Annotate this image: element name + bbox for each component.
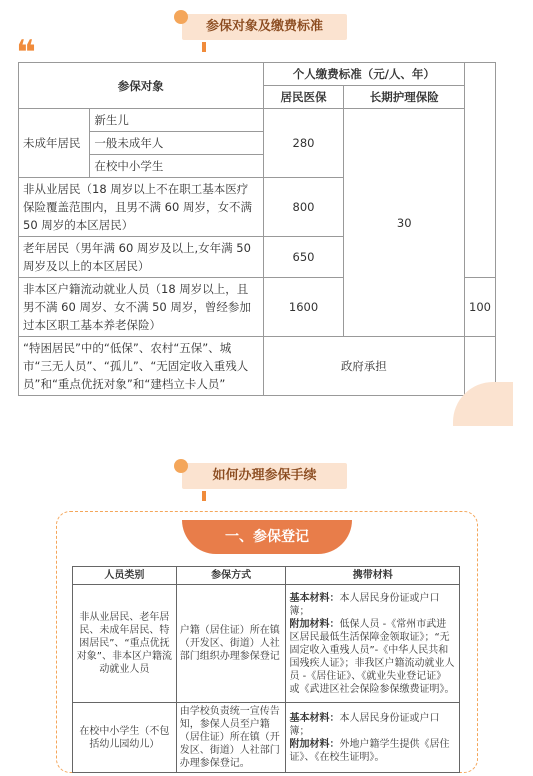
minor-item: 一般未成年人 bbox=[90, 132, 263, 155]
minor-label: 未成年居民 bbox=[19, 109, 90, 178]
minor-item: 新生儿 bbox=[90, 109, 263, 132]
t2-header-method: 参保方式 bbox=[176, 567, 286, 585]
elderly-row-label: 老年居民（男年满 60 周岁及以上,女年满 50 周岁及以上的本区居民） bbox=[19, 237, 264, 278]
t2-row1-materials bbox=[286, 585, 460, 703]
basic-text: 本人居民身份证或户口簿； bbox=[289, 712, 440, 737]
elderly-medical-value: 650 bbox=[263, 237, 344, 278]
extra-label: 附加材料： bbox=[289, 618, 340, 630]
section2-title: 如何办理参保手续 bbox=[212, 468, 317, 483]
header-care: 长期护理保险 bbox=[344, 86, 465, 109]
registration-table bbox=[72, 566, 460, 773]
header-target: 参保对象 bbox=[19, 63, 264, 109]
header-standard: 个人缴费标准（元/人、年） bbox=[263, 63, 464, 86]
basic-label: 基本材料： bbox=[289, 712, 340, 724]
section-title-banner bbox=[182, 14, 347, 40]
t2-row2-category: 在校中小学生（不包括幼儿园幼儿） bbox=[73, 703, 177, 773]
section1-title: 参保对象及缴费标准 bbox=[205, 19, 323, 34]
extra-text: 外地户籍学生提供《居住证》、《在校生证明》。 bbox=[289, 738, 450, 763]
t2-header-category: 人员类别 bbox=[73, 567, 177, 585]
unemployed-row-label: 非从业居民（18 周岁以上不在职工基本医疗保险覆盖范围内，且男不满 60 周岁，女不满 50 周岁的本区居民） bbox=[19, 178, 264, 237]
quote-mark-icon: ❝ bbox=[16, 33, 36, 73]
extra-label: 附加材料： bbox=[289, 738, 340, 750]
t2-header-materials: 携带材料 bbox=[286, 567, 460, 585]
title-dot-decoration bbox=[174, 10, 188, 24]
header-medical: 居民医保 bbox=[263, 86, 344, 109]
nonlocal-care-value: 100 bbox=[465, 278, 496, 337]
special-row-value: 政府承担 bbox=[263, 337, 464, 396]
title-bar-decoration bbox=[202, 491, 206, 501]
registration-pill: 一、参保登记 bbox=[182, 520, 352, 554]
t2-row1-method: 户籍（居住证）所在镇（开发区、街道）人社部门组织办理参保登记 bbox=[176, 585, 286, 703]
minor-medical-value: 280 bbox=[263, 109, 344, 178]
special-row-label: “特困居民”中的“低保”、农村“五保”、城市“三无人员”、“孤儿”、“无固定收入重残人员”和“重点优抚对象”和“建档立卡人员” bbox=[19, 337, 264, 396]
nonlocal-row-label: 非本区户籍流动就业人员（18 周岁以上，且男不满 60 周岁、女不满 50 周岁，曾经参加过本区职工基本养老保险） bbox=[19, 278, 264, 337]
unemployed-medical-value: 800 bbox=[263, 178, 344, 237]
t2-row2-materials bbox=[286, 703, 460, 773]
care-shared-value: 30 bbox=[344, 109, 465, 337]
title-bar-decoration bbox=[202, 42, 206, 52]
t2-row2-method: 由学校负责统一宣传告知，参保人员至户籍（居住证）所在镇（开发区、街道）人社部门办理参保登记。 bbox=[176, 703, 286, 773]
title-dot-decoration bbox=[174, 459, 188, 473]
t2-row1-category: 非从业居民、老年居民、未成年居民、特困居民”、“重点优抚对象”、非本区户籍流动就业人员 bbox=[73, 585, 177, 703]
contribution-standard-table bbox=[18, 62, 496, 396]
extra-text: 低保人员 -《常州市武进区居民最低生活保障金领取证》；“无固定收入重残人员”-《中华人民共和国残疾人证》；非我区户籍流动就业人员 -《居住证》、《就业失业登记证》或《武进区社会保险参保缴费证明》。 bbox=[289, 618, 455, 695]
nonlocal-medical-value: 1600 bbox=[263, 278, 344, 337]
section-title-banner bbox=[182, 463, 347, 489]
minor-item: 在校中小学生 bbox=[90, 155, 263, 178]
basic-label: 基本材料： bbox=[289, 592, 340, 604]
basic-text: 本人居民身份证或户口簿； bbox=[289, 592, 440, 617]
